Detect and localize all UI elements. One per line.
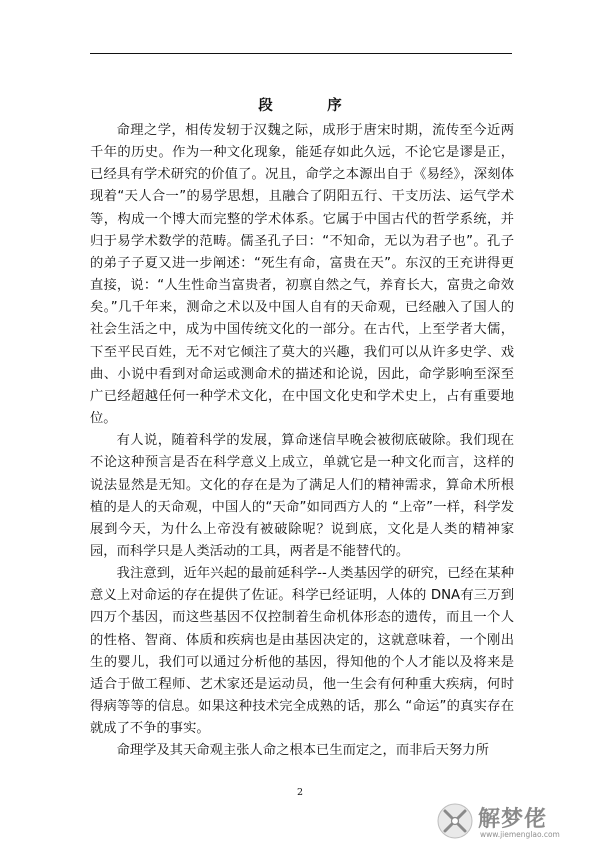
paragraph: 命理学及其天命观主张人命之根本已生而定之，而非后天努力所 [116,743,489,759]
body-text [90,120,514,763]
site-watermark [436,802,594,842]
paragraph: 命理之学，相传发轫于汉魏之际，成形于唐宋时期，流传至今近两千年的历史。作为一种文化现象，能延存如此久远，不论它是谬是正，已经具有学术研究的价值了。况且，命学之本源出自于《易经》，深刻体现着“天人合一”的易学思想，且融合了阴阳五行、干支历法、运气学术等，构成一个博大而完整的学术体系。它属于中国古代的哲学系统，并归于易学术数学的范畴。儒圣孔子曰：“不知命，无以为君子也”。孔子的弟子子夏又进一步阐述：“死生有命，富贵在天”。东汉的王充讲得更直接，说：“人生性命当富贵者，初禀自然之气，养育长大，富贵之命效矣。”几千年来，测命之术以及中国人自有的天命观，已经融入了国人的社会生活之中，成为中国传统文化的一部分。在古代，上至学者大儒，下至平民百姓，无不对它倾注了莫大的兴趣，我们可以从许多史学、戏曲、小说中看到对命运或测命术的描述和论说，因此，命学影响至深至广已经超越任何一种学术文化，在中国文化史和学术史上，占有重要地位。 [90,123,514,427]
header-rule [90,53,512,54]
watermark-url: www.jiemenglao.com [480,830,560,839]
paragraph: 有人说，随着科学的发展，算命迷信早晚会被彻底破除。我们现在不论这种预言是否在科学意义上成立，单就它是一种文化而言，这样的说法显然是无知。文化的存在是为了满足人们的精神需求，算命术所根植的是人的天命观，中国人的“天命”如同西方人的 “上帝”一样，科学发展到今天，为什么上帝没有被破除呢？说到底，文化是人类的精神家园，而科学只是人类活动的工具，两者是不能替代的。 [90,433,514,559]
watermark-site-name: 解梦佬 [478,807,548,832]
crossed-sticks-logo-icon [436,802,474,840]
paragraph: 我注意到，近年兴起的最前延科学--人类基因学的研究，已经在某种意义上对命运的存在提供了佐证。科学已经证明，人体的 DNA有三万到四万个基因，而这些基因不仅控制着生命机体形态的遗传，而且一个人的性格、智商、体质和疾病也是由基因决定的，这就意味着，一个刚出生的婴儿，我们可以通过分析他的基因，得知他的个人才能以及将来是适合于做工程师、艺术家还是运动员，他一生会有何种重大疾病，何时得病等等的信息。如果这种技术完全成熟的话，那么 “命运”的真实存在就成了不争的事实。 [90,566,514,737]
page-number: 2 [296,787,304,798]
section-title: 段 序 [258,98,362,114]
